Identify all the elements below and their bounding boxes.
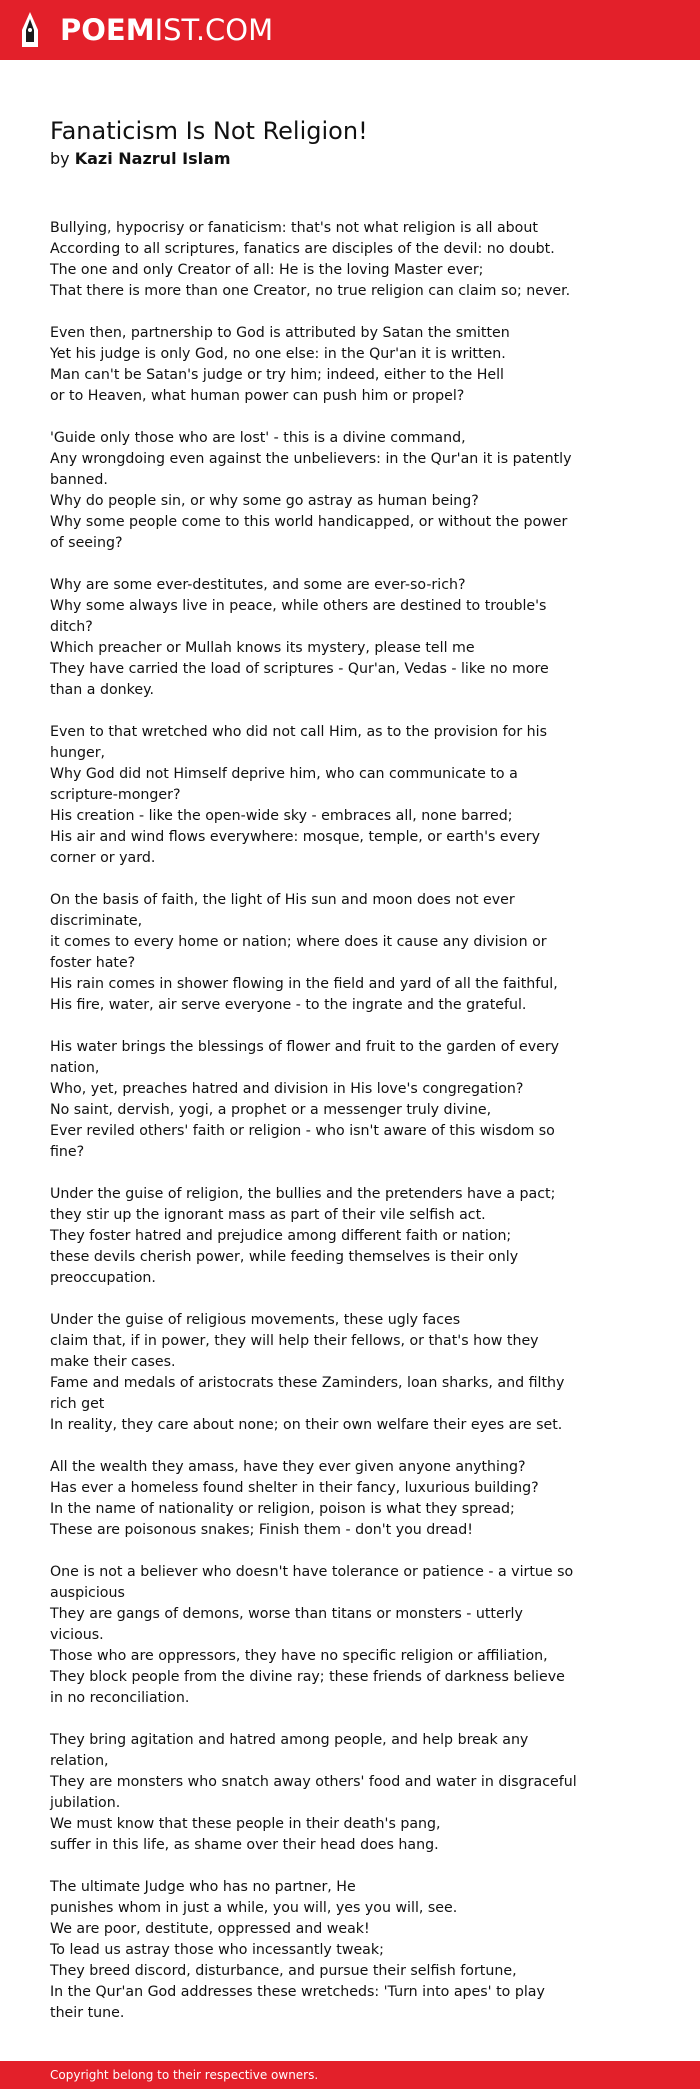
stanza [50, 1457, 580, 1541]
poem-line: suffer in this life, as shame over their head does hang. [50, 1837, 439, 1853]
poem-line: His air and wind flows everywhere: mosque, temple, or earth's every corner or yard. [50, 829, 540, 866]
poem-line: Man can't be Satan's judge or try him; indeed, either to the Hell [50, 367, 504, 383]
stanza [50, 218, 580, 302]
poem-line: All the wealth they amass, have they ever given anyone anything? [50, 1459, 526, 1475]
poem-line: In reality, they care about none; on their own welfare their eyes are set. [50, 1417, 563, 1433]
stanza [50, 323, 580, 407]
poem-line: To lead us astray those who incessantly tweak; [50, 1942, 384, 1958]
poem-line: They block people from the divine ray; these friends of darkness believe in no reconciliation. [50, 1669, 565, 1706]
poem-line: They are gangs of demons, worse than titans or monsters - utterly vicious. [50, 1606, 523, 1643]
poem-line: Ever reviled others' faith or religion - who isn't aware of this wisdom so fine? [50, 1123, 555, 1160]
poem-line: His rain comes in shower flowing in the field and yard of all the faithful, [50, 976, 558, 992]
stanza [50, 890, 580, 1016]
poem-line: Those who are oppressors, they have no specific religion or affiliation, [50, 1648, 548, 1664]
poem-line: claim that, if in power, they will help their fellows, or that's how they make their cases. [50, 1333, 539, 1370]
site-header [0, 0, 700, 60]
poem-line: No saint, dervish, yogi, a prophet or a messenger truly divine, [50, 1102, 492, 1118]
poem-line: In the name of nationality or religion, poison is what they spread; [50, 1501, 515, 1517]
poem-line: Yet his judge is only God, no one else: in the Qur'an it is written. [50, 346, 506, 362]
poem-line: The ultimate Judge who has no partner, He [50, 1879, 356, 1895]
poem-line: His fire, water, air serve everyone - to the ingrate and the grateful. [50, 997, 527, 1013]
site-logo[interactable] [60, 13, 273, 47]
poem-line: Why do people sin, or why some go astray as human being? [50, 493, 479, 509]
poem-line: Why some always live in peace, while others are destined to trouble's ditch? [50, 598, 547, 635]
stanza [50, 722, 580, 869]
stanza [50, 1310, 580, 1436]
poem-line: They are monsters who snatch away others' food and water in disgraceful jubilation. [50, 1774, 577, 1811]
poem-line: We are poor, destitute, oppressed and weak! [50, 1921, 370, 1937]
poem-line: They bring agitation and hatred among people, and help break any relation, [50, 1732, 529, 1769]
poem-line: Why are some ever-destitutes, and some are ever-so-rich? [50, 577, 466, 593]
stanza [50, 575, 580, 701]
poem-line: 'Guide only those who are lost' - this is a divine command, [50, 430, 466, 446]
poem-line: They have carried the load of scriptures - Qur'an, Vedas - like no more than a donkey. [50, 661, 549, 698]
poem-line: In the Qur'an God addresses these wretcheds: 'Turn into apes' to play their tune. [50, 1984, 545, 2021]
brand-bold: POEM [60, 13, 155, 47]
poem-line: One is not a believer who doesn't have tolerance or patience - a virtue so auspicious [50, 1564, 574, 1601]
poem-line: they stir up the ignorant mass as part of their vile selfish act. [50, 1207, 486, 1223]
poem-line: That there is more than one Creator, no true religion can claim so; never. [50, 283, 571, 299]
poem-line: punishes whom in just a while, you will, yes you will, see. [50, 1900, 458, 1916]
stanza [50, 1730, 580, 1856]
poem-line: Why God did not Himself deprive him, who can communicate to a scripture-monger? [50, 766, 518, 803]
poem-line: His water brings the blessings of flower and fruit to the garden of every nation, [50, 1039, 560, 1076]
poem-line: Any wrongdoing even against the unbelievers: in the Qur'an it is patently banned. [50, 451, 572, 488]
poem-line: According to all scriptures, fanatics are disciples of the devil: no doubt. [50, 241, 555, 257]
site-footer [0, 2061, 700, 2089]
poem-line: Fame and medals of aristocrats these Zaminders, loan sharks, and filthy rich get [50, 1375, 565, 1412]
poem-line: Even then, partnership to God is attributed by Satan the smitten [50, 325, 510, 341]
page-title: Fanaticism Is Not Religion! [50, 117, 368, 145]
brand-rest: IST.COM [154, 13, 274, 47]
by-label: by [50, 149, 70, 168]
poem-line: Even to that wretched who did not call Him, as to the provision for his hunger, [50, 724, 547, 761]
poem-line: On the basis of faith, the light of His sun and moon does not ever discriminate, [50, 892, 515, 929]
stanza [50, 428, 580, 554]
poem-line: His creation - like the open-wide sky - embraces all, none barred; [50, 808, 513, 824]
stanza [50, 1184, 580, 1289]
poem-line: Has ever a homeless found shelter in their fancy, luxurious building? [50, 1480, 539, 1496]
pen-nib-icon[interactable] [19, 11, 41, 51]
poem-line: or to Heaven, what human power can push him or propel? [50, 388, 465, 404]
poem-line: Why some people come to this world handicapped, or without the power of seeing? [50, 514, 568, 551]
poem-line: The one and only Creator of all: He is the loving Master ever; [50, 262, 484, 278]
poem-line: These are poisonous snakes; Finish them - don't you dread! [50, 1522, 473, 1538]
poem-line: They breed discord, disturbance, and pursue their selfish fortune, [50, 1963, 517, 1979]
poem-body [50, 218, 580, 2045]
poem-line: these devils cherish power, while feeding themselves is their only preoccupation. [50, 1249, 519, 1286]
poem-line: Who, yet, preaches hatred and division in His love's congregation? [50, 1081, 524, 1097]
poem-line: They foster hatred and prejudice among different faith or nation; [50, 1228, 512, 1244]
poem-line: Which preacher or Mullah knows its mystery, please tell me [50, 640, 475, 656]
poem-line: Bullying, hypocrisy or fanaticism: that's not what religion is all about [50, 220, 538, 236]
byline [50, 148, 231, 170]
stanza [50, 1877, 580, 2024]
poem-line: it comes to every home or nation; where does it cause any division or foster hate? [50, 934, 547, 971]
poem-line: We must know that these people in their death's pang, [50, 1816, 441, 1832]
stanza [50, 1562, 580, 1709]
poem-line: Under the guise of religion, the bullies and the pretenders have a pact; [50, 1186, 556, 1202]
copyright-text: Copyright belong to their respective owners. [50, 2068, 319, 2082]
stanza [50, 1037, 580, 1163]
poem-line: Under the guise of religious movements, these ugly faces [50, 1312, 461, 1328]
author-link[interactable]: Kazi Nazrul Islam [74, 149, 231, 168]
